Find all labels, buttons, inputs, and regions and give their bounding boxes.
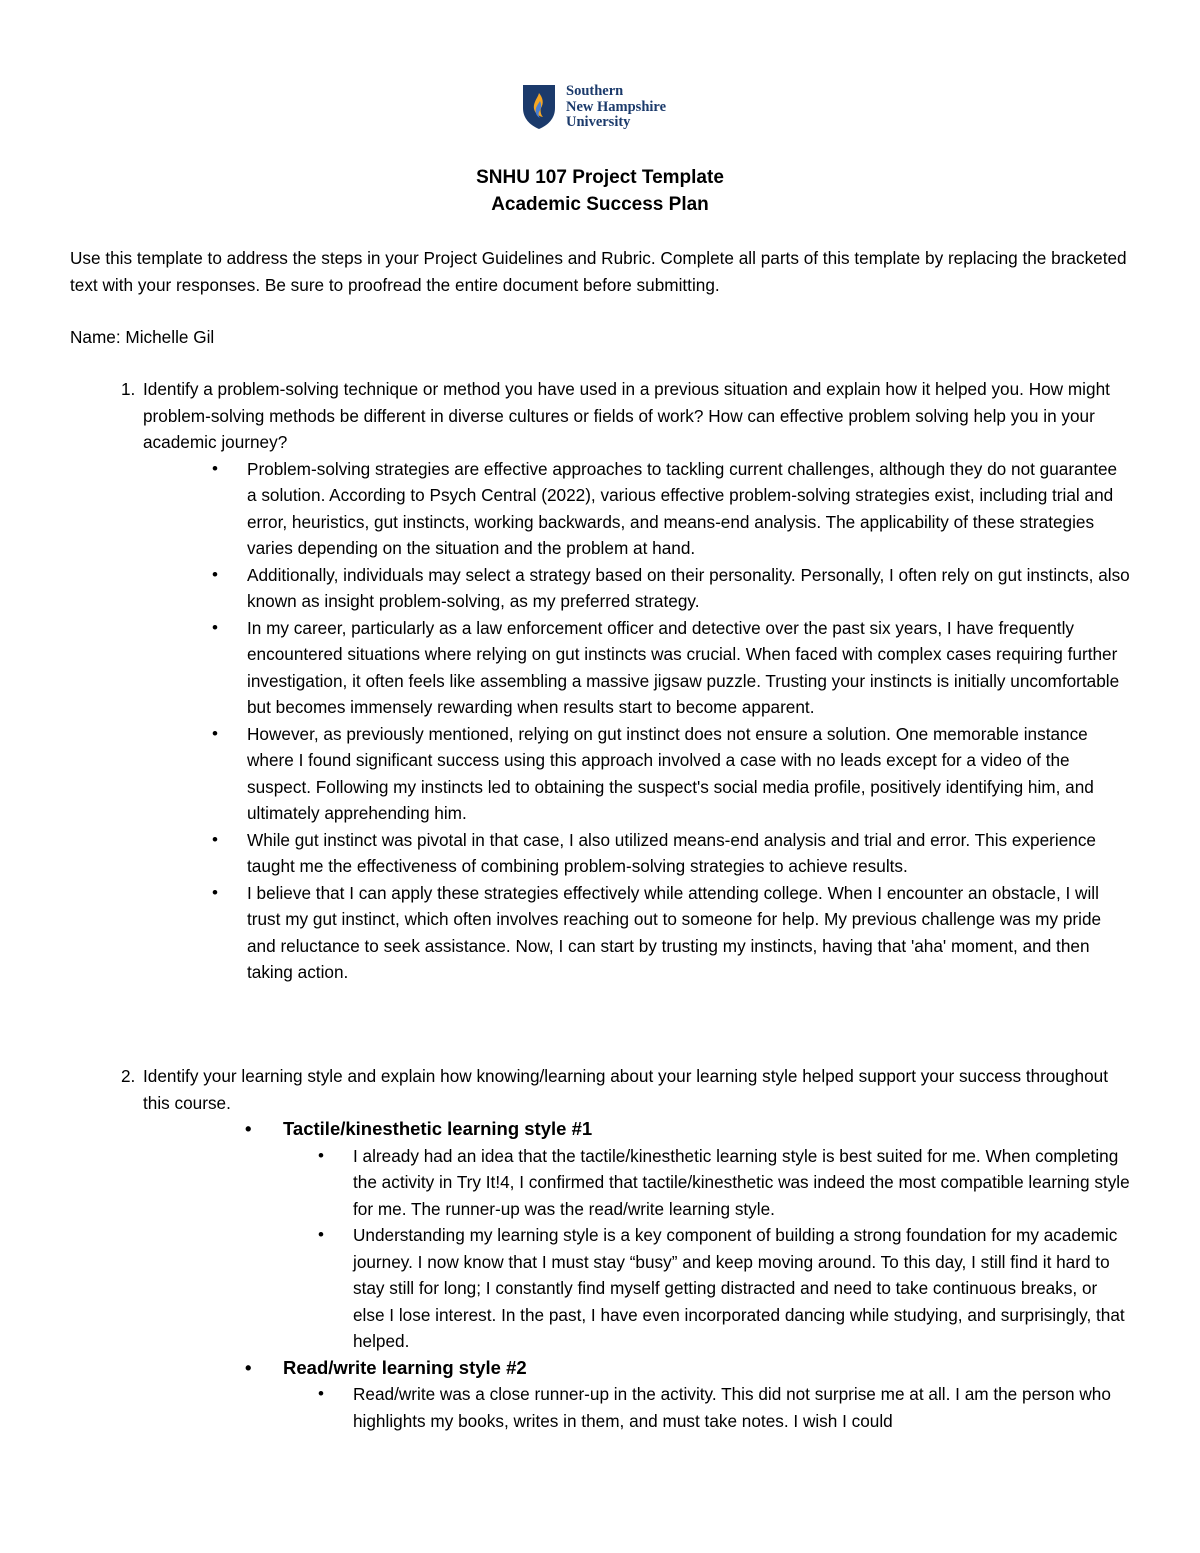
question-number: 1. [121,379,136,399]
logo-line-3: University [566,114,631,130]
question-prompt: Identify your learning style and explain how knowing/learning about your learning style helped support your success throughout this course. [143,1066,1109,1113]
list-item: • Problem-solving strategies are effective approaches to tackling current challenges, although they do not guarantee a solution. According to Psych Central (2022), various effective problem-solving strategies exist, including trial and error, heuristics, gut instincts, working backwards, and means-end analysis. The applicability of these strategies varies depending on the situation and the problem at hand. [70,456,1130,562]
logo-line-2: New Hampshire [566,98,667,115]
logo-line-1: Southern [566,83,624,99]
snhu-logo [522,84,666,131]
list-item: • Understanding my learning style is a key component of building a strong foundation for my academic journey. I now know that I must stay “busy” and keep moving around. To this day, I still find it hard to stay still for long; I constantly find myself getting distracted and need to take continuous breaks, or else I lose interest. In the past, I have even incorporated dancing while studying, and surprisingly, that helped. [70,1222,1130,1355]
document-title: SNHU 107 Project Template [476,167,724,188]
section-heading: • Read/write learning style #2 [70,1355,1130,1382]
section-heading: • Tactile/kinesthetic learning style #1 [70,1116,1130,1143]
logo-wordmark [566,84,666,131]
question-1 [70,376,1130,986]
list-item: • Additionally, individuals may select a strategy based on their personality. Personally, I often rely on gut instincts, also known as insight problem-solving, as my preferred strategy. [70,562,1130,615]
answer-list [70,456,1130,986]
student-name: Name: Michelle Gil [70,327,215,347]
intro-paragraph: Use this template to address the steps in your Project Guidelines and Rubric. Complete all parts of this template by replacing the bracketed text with your responses. Be sure to proofread the entire document before submitting. [70,248,1127,295]
document-subtitle: Academic Success Plan [491,194,709,215]
list-item: • Read/write was a close runner-up in the activity. This did not surprise me at all. I am the person who highlights my books, writes in them, and must take notes. I wish I could [70,1381,1130,1434]
answer-list [70,1381,1130,1434]
question-prompt: Identify a problem-solving technique or method you have used in a previous situation and explain how it helped you. How might problem-solving methods be different in diverse cultures or fields of work? How can effective problem solving help you in your academic journey? [143,379,1110,452]
answer-list [70,1143,1130,1355]
list-item: • I already had an idea that the tactile/kinesthetic learning style is best suited for me. When completing the activity in Try It!4, I confirmed that tactile/kinesthetic was indeed the most compatible learning style for me. The runner-up was the read/write learning style. [70,1143,1130,1223]
list-item: • In my career, particularly as a law enforcement officer and detective over the past six years, I have frequently encountered situations where relying on gut instincts was crucial. When faced with complex cases requiring further investigation, it often feels like assembling a massive jigsaw puzzle. Trusting your instincts is initially uncomfortable but becomes immensely rewarding when results start to become apparent. [70,615,1130,721]
list-item: • I believe that I can apply these strategies effectively while attending college. When I encounter an obstacle, I will trust my gut instinct, which often involves reaching out to someone for help. My previous challenge was my pride and reluctance to seek assistance. Now, I can start by trusting my instincts, having that 'aha' moment, and then taking action. [70,880,1130,986]
list-item: • While gut instinct was pivotal in that case, I also utilized means-end analysis and trial and error. This experience taught me the effectiveness of combining problem-solving strategies to achieve results. [70,827,1130,880]
shield-flame-icon [522,84,556,130]
question-2 [70,1063,1130,1434]
question-number: 2. [121,1066,136,1086]
list-item: • However, as previously mentioned, relying on gut instinct does not ensure a solution. One memorable instance where I found significant success using this approach involved a case with no leads except for a video of the suspect. Following my instincts led to obtaining the suspect's social media profile, positively identifying him, and ultimately apprehending him. [70,721,1130,827]
document-title-block [0,164,1200,218]
